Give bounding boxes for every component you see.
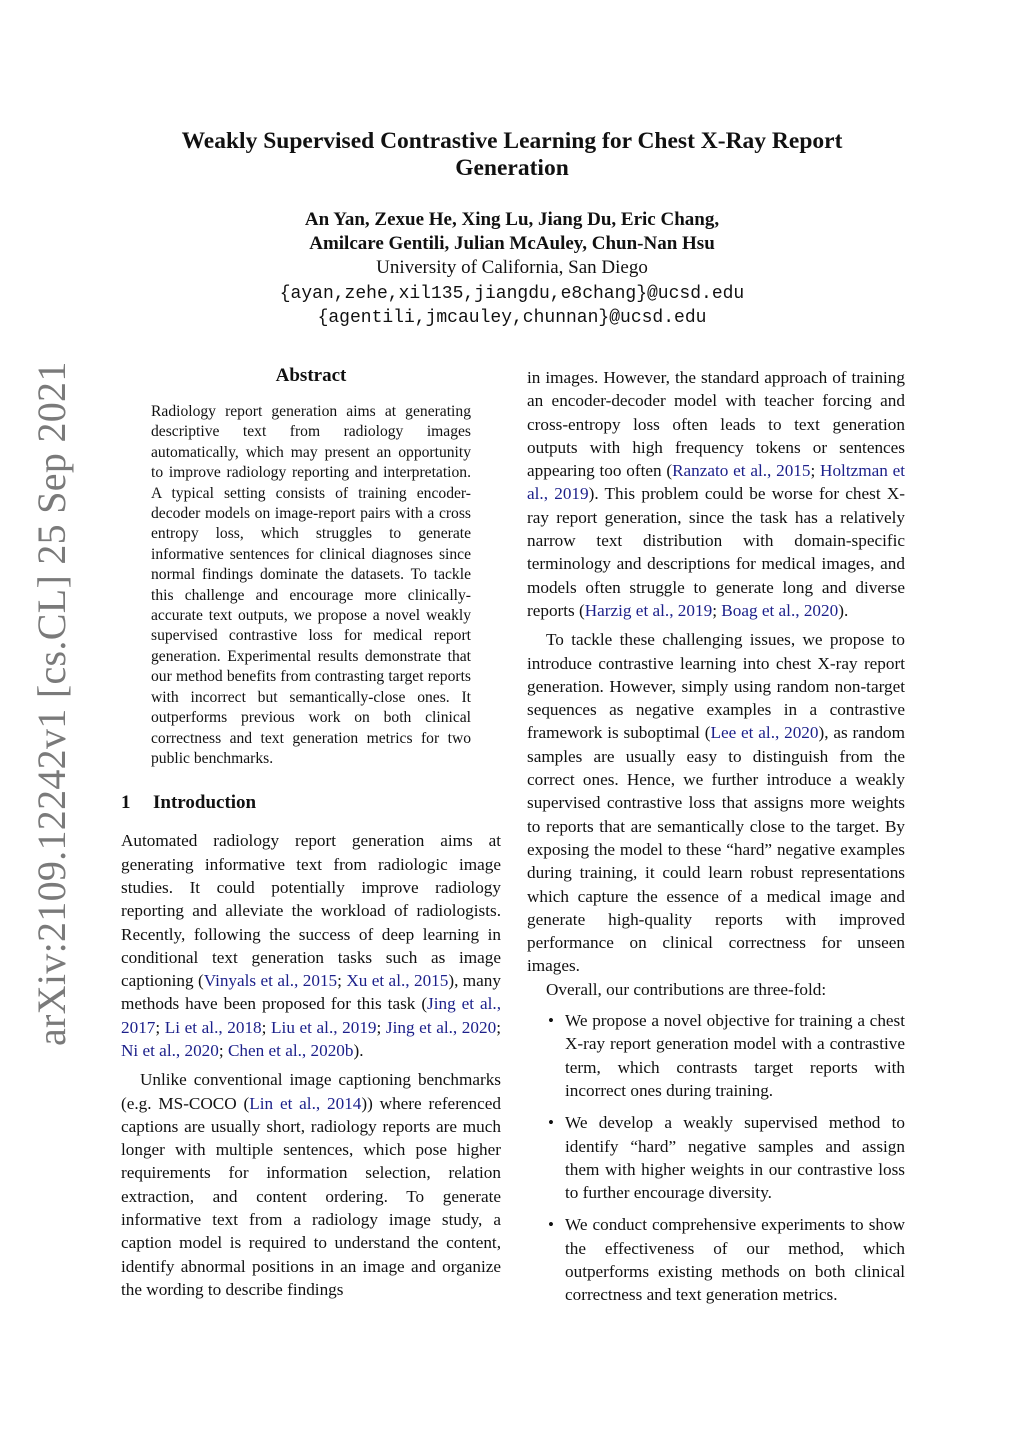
email-line-2: {agentili,jmcauley,chunnan}@ucsd.edu xyxy=(317,308,707,328)
paragraph-text: in images. However, the standard approach of training an encoder-decoder model with teacher forcing and cross-entropy loss often leads to text generation outputs with high frequency tokens or sentences appearing too often ( xyxy=(527,368,905,481)
intro-paragraph-3 xyxy=(527,628,905,977)
contribution-list xyxy=(527,1009,905,1307)
citation-separator: ; xyxy=(712,600,722,620)
paragraph-text: ), as random samples are usually easy to distinguish from the correct ones. Hence, we further introduce a weakly supervised contrastive loss that assigns more weights to reports that are semantically close to the target. By exposing the model to these “hard” negative examples during training, it could learn robust representations which capture the essence of a medical image and generate high-quality reports with improved performance on clinical correctness for unseen images. xyxy=(527,723,905,976)
paragraph-text: Automated radiology report generation aims at generating informative text from radiologic image studies. It could potentially improve radiology reporting and alleviate the workload of radiologists. Recently, following the success of deep learning in conditional text generation tasks such as image captioning ( xyxy=(121,831,501,991)
citation-link[interactable]: Li et al., 2018 xyxy=(164,1017,262,1037)
citation-separator: ; xyxy=(376,1017,386,1037)
section-heading-introduction xyxy=(121,791,501,815)
author-line-2: Amilcare Gentili, Julian McAuley, Chun-Nan Hsu xyxy=(309,233,715,254)
citation-link[interactable]: Xu et al., 2015 xyxy=(346,971,449,991)
list-item-text: We conduct comprehensive experiments to show the effectiveness of our method, which outperforms existing methods on both clinical correctness and text generation metrics. xyxy=(565,1215,905,1305)
left-column xyxy=(121,364,501,1301)
citation-link[interactable]: Ni et al., 2020 xyxy=(121,1040,219,1060)
paragraph-text: ). This problem could be worse for chest X-ray report generation, since the task has a relatively narrow text distribution with domain-specific terminology and descriptions for medical images, and models often struggle to generate long and diverse reports ( xyxy=(527,484,905,620)
citation-link[interactable]: Jing et al., 2020 xyxy=(385,1017,497,1037)
paragraph-text: To tackle these challenging issues, we propose to introduce contrastive learning into chest X-ray report generation. However, simply using random non-target sequences as negative examples in a contrastive framework is suboptimal ( xyxy=(527,630,905,743)
abstract-heading: Abstract xyxy=(275,365,347,386)
bullet-icon: • xyxy=(548,1011,554,1031)
email-line-1: {ayan,zehe,xil135,jiangdu,e8chang}@ucsd.edu xyxy=(279,284,745,304)
affiliation: University of California, San Diego xyxy=(376,257,648,278)
paragraph-text: Unlike conventional image captioning benchmarks (e.g. MS-COCO ( xyxy=(121,1070,501,1113)
paragraph-text: ). xyxy=(353,1040,364,1060)
author-list xyxy=(130,208,894,256)
paragraph-text: ), many methods have been proposed for this task ( xyxy=(121,971,501,1014)
citation-link[interactable]: Chen et al., 2020b xyxy=(227,1040,354,1060)
paper-title: Weakly Supervised Contrastive Learning for Chest X-Ray Report Generation xyxy=(181,128,843,181)
citation-separator: ; xyxy=(810,461,821,481)
citation-separator: ; xyxy=(155,1017,165,1037)
intro-paragraph-4: Overall, our contributions are three-fold: xyxy=(546,979,827,999)
bullet-icon: • xyxy=(548,1215,554,1235)
author-emails xyxy=(130,282,894,330)
citation-link[interactable]: Lee et al., 2020 xyxy=(710,723,819,743)
citation-separator: ; xyxy=(337,971,347,991)
citation-separator: ; xyxy=(261,1017,272,1037)
list-item-text: We propose a novel objective for training a chest X-ray report generation model with a contrastive term, which contrasts target reports with incorrect ones during training. xyxy=(565,1011,905,1100)
list-item xyxy=(527,1111,905,1204)
intro-paragraph-1 xyxy=(121,829,501,1062)
abstract-text: Radiology report generation aims at generating descriptive text from radiology images automatically, which may present an opportunity to improve radiology reporting and interpretation. A typical setting consists of training encoder-decoder models on image-report pairs with a cross entropy loss, which struggles to generate informative sentences for clinical diagnoses since normal findings dominate the datasets. To tackle this challenge and encourage more clinically-accurate text outputs, we propose a novel weakly supervised contrastive loss for medical report generation. Experimental results demonstrate that our method benefits from contrasting target reports with incorrect but semantically-close ones. It outperforms previous work on both clinical correctness and text generation metrics for two public benchmarks. xyxy=(151,403,471,767)
citation-link[interactable]: Jing et al., 2017 xyxy=(121,994,501,1037)
citation-separator: ; xyxy=(496,1017,501,1037)
intro-paragraph-2-continued xyxy=(527,366,905,622)
list-item xyxy=(527,1213,905,1306)
citation-link[interactable]: Harzig et al., 2019 xyxy=(584,600,713,620)
citation-link[interactable]: Boag et al., 2020 xyxy=(721,600,839,620)
paragraph-text: ). xyxy=(838,600,849,620)
citation-link[interactable]: Ranzato et al., 2015 xyxy=(672,461,811,481)
bullet-icon: • xyxy=(548,1113,554,1133)
citation-link[interactable]: Holtzman et al., 2019 xyxy=(527,461,905,504)
paragraph-text: )) where referenced captions are usually short, radiology reports are much longer with multiple sentences, which pose higher requirements for information selection, relation extraction, and content ordering. To generate informative text from a radiology image study, a caption model is required to understand the content, identify abnormal positions in an image and organize the wording to describe findings xyxy=(121,1093,501,1299)
author-line-1: An Yan, Zexue He, Xing Lu, Jiang Du, Eric Chang, xyxy=(304,209,720,230)
citation-link[interactable]: Lin et al., 2014 xyxy=(249,1093,362,1113)
section-title: Introduction xyxy=(153,792,257,814)
list-item xyxy=(527,1009,905,1102)
right-column xyxy=(527,366,905,1316)
section-number: 1 xyxy=(121,792,131,814)
citation-link[interactable]: Liu et al., 2019 xyxy=(271,1017,377,1037)
citation-link[interactable]: Vinyals et al., 2015 xyxy=(203,971,338,991)
citation-separator: ; xyxy=(218,1040,228,1060)
intro-paragraph-2 xyxy=(121,1068,501,1301)
list-item-text: We develop a weakly supervised method to identify “hard” negative samples and assign them with higher weights in our contrastive loss to further encourage diversity. xyxy=(565,1113,905,1203)
arxiv-identifier-stamp: arXiv:2109.12242v1 [cs.CL] 25 Sep 2021 xyxy=(29,361,74,1046)
